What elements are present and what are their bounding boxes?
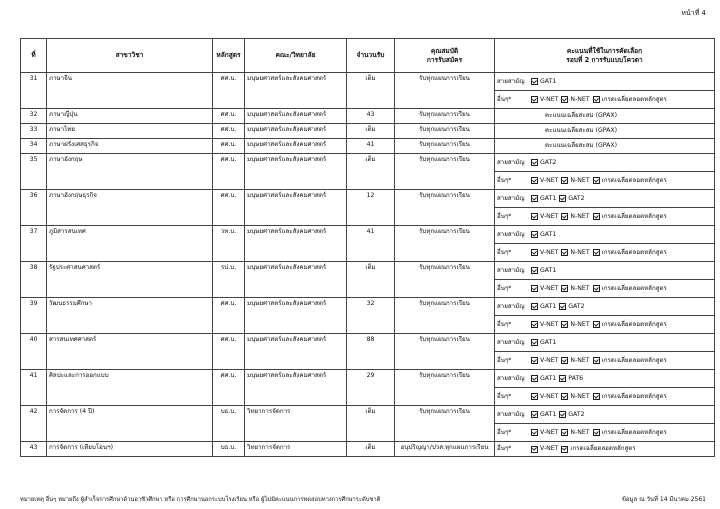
row-no: 33: [21, 124, 47, 139]
checked-box-icon: [531, 249, 538, 256]
row-degree: ศศ.บ.: [213, 334, 245, 370]
checked-box-icon: [593, 357, 600, 364]
criteria-label: สายสามัญ: [497, 303, 525, 310]
criteria-item-text: N-NET: [570, 429, 590, 436]
row-program: ศิลปะและการออกแบบ: [47, 370, 213, 406]
row-faculty: มนุษยศาสตร์และสังคมศาสตร์: [245, 154, 347, 190]
criteria-item: [561, 208, 589, 225]
checked-box-icon: [559, 195, 566, 202]
checked-box-icon: [593, 249, 600, 256]
criteria-item-text: V-NET: [540, 445, 559, 452]
checked-box-icon: [561, 446, 568, 453]
criteria-item: [593, 172, 667, 189]
criteria-item: [559, 298, 584, 315]
footer-note: หมายเหตุ อื่นๆ หมายถึง ผู้สำเร็จการศึกษาด้านอาชีวศึกษา หรือ การศึกษานอกระบบโรงเรียน หรือ ผู้ไม่มีคะแนนการทดสอบทางการศึกษาระดับชาติ: [20, 497, 381, 503]
criteria-item: [531, 280, 558, 297]
checked-box-icon: [561, 177, 568, 184]
row-qualification: รับทุกแผนการเรียน: [395, 298, 495, 334]
criteria-line: [495, 442, 714, 456]
criteria-item-text: GAT1: [540, 303, 557, 310]
criteria-item-text: V-NET: [540, 96, 559, 103]
checked-box-icon: [593, 177, 600, 184]
criteria-item-text: GAT1: [540, 339, 557, 346]
criteria-item-text: GAT1: [540, 231, 557, 238]
criteria-line: [495, 139, 714, 153]
criteria-line: [495, 298, 714, 315]
row-no: 36: [21, 190, 47, 226]
criteria-item-text: PAT6: [568, 375, 584, 382]
checked-box-icon: [531, 321, 538, 328]
criteria-line: [495, 154, 714, 171]
criteria-item-text: V-NET: [540, 213, 559, 220]
criteria-line: [495, 90, 714, 108]
checked-box-icon: [531, 159, 538, 166]
criteria-item-text: N-NET: [570, 96, 590, 103]
criteria-item: [531, 298, 556, 315]
criteria-item: [593, 424, 667, 441]
criteria-item: [561, 388, 589, 405]
criteria-item-text: เกรดเฉลี่ยตลอดหลักสูตร: [601, 429, 667, 436]
criteria-item-text: เกรดเฉลี่ยตลอดหลักสูตร: [570, 445, 636, 452]
row-criteria: [495, 262, 715, 298]
table-row: [21, 298, 715, 334]
row-quota: 41: [347, 139, 395, 154]
row-program: ภาษาอังกฤษธุรกิจ: [47, 190, 213, 226]
criteria-label: สายสามัญ: [497, 231, 525, 238]
criteria-item-text: V-NET: [540, 429, 559, 436]
checked-box-icon: [531, 446, 538, 453]
footer-date: ข้อมูล ณ วันที่ 14 มีนาคม 2561: [621, 496, 706, 503]
row-criteria: [495, 406, 715, 442]
row-qualification: รับทุกแผนการเรียน: [395, 406, 495, 442]
criteria-line: [495, 109, 714, 123]
criteria-item: [531, 190, 556, 207]
row-quota: 43: [347, 109, 395, 124]
checked-box-icon: [593, 321, 600, 328]
row-degree: รป.บ.: [213, 262, 245, 298]
criteria-item: [531, 370, 556, 387]
header-qualification: [395, 39, 495, 73]
checked-box-icon: [531, 78, 538, 85]
row-degree: ศศ.บ.: [213, 124, 245, 139]
criteria-label: อื่นๆ*: [497, 285, 512, 292]
row-quota: 29: [347, 370, 395, 406]
table-row: [21, 442, 715, 457]
row-faculty: มนุษยศาสตร์และสังคมศาสตร์: [245, 262, 347, 298]
checked-box-icon: [531, 303, 538, 310]
criteria-item-text: V-NET: [540, 321, 559, 328]
table-row: [21, 190, 715, 226]
criteria-label: อื่นๆ*: [497, 177, 512, 184]
criteria-item-text: N-NET: [570, 177, 590, 184]
header-qualification-line2: การรับสมัคร: [426, 55, 463, 64]
criteria-label: อื่นๆ*: [497, 96, 512, 103]
header-criteria-line1: คะแนนที่ใช้ในการคัดเลือก: [566, 46, 643, 55]
row-degree: บธ.บ.: [213, 406, 245, 442]
checked-box-icon: [531, 195, 538, 202]
criteria-item-text: V-NET: [540, 249, 559, 256]
row-faculty: มนุษยศาสตร์และสังคมศาสตร์: [245, 109, 347, 124]
table-row: [21, 406, 715, 442]
criteria-item-text: GAT2: [568, 303, 585, 310]
row-qualification: รับทุกแผนการเรียน: [395, 73, 495, 109]
criteria-item: [561, 316, 589, 333]
criteria-item-text: V-NET: [540, 357, 559, 364]
criteria-item-text: N-NET: [570, 285, 590, 292]
row-no: 40: [21, 334, 47, 370]
row-program: ภูมิสารสนเทศ: [47, 226, 213, 262]
row-qualification: รับทุกแผนการเรียน: [395, 124, 495, 139]
row-criteria: [495, 109, 715, 124]
row-program: ภาษาญี่ปุ่น: [47, 109, 213, 124]
criteria-item-text: GAT2: [568, 195, 585, 202]
criteria-item-text: เกรดเฉลี่ยตลอดหลักสูตร: [601, 285, 667, 292]
row-program: ภาษาจีน: [47, 73, 213, 109]
criteria-item-text: N-NET: [570, 321, 590, 328]
row-qualification: รับทุกแผนการเรียน: [395, 139, 495, 154]
criteria-line: [495, 423, 714, 441]
row-no: 43: [21, 442, 47, 457]
criteria-line: [495, 190, 714, 207]
criteria-item: [531, 406, 556, 423]
checked-box-icon: [561, 393, 568, 400]
criteria-label: สายสามัญ: [497, 159, 525, 166]
criteria-item: [593, 388, 667, 405]
criteria-item: [531, 352, 558, 369]
checked-box-icon: [531, 285, 538, 292]
criteria-label: อื่นๆ*: [497, 445, 512, 452]
criteria-item-text: N-NET: [570, 357, 590, 364]
criteria-label: สายสามัญ: [497, 339, 525, 346]
checked-box-icon: [593, 285, 600, 292]
row-qualification: รับทุกแผนการเรียน: [395, 334, 495, 370]
criteria-label: สายสามัญ: [497, 411, 525, 418]
checked-box-icon: [561, 285, 568, 292]
criteria-item-text: เกรดเฉลี่ยตลอดหลักสูตร: [601, 96, 667, 103]
row-faculty: มนุษยศาสตร์และสังคมศาสตร์: [245, 370, 347, 406]
row-faculty: มนุษยศาสตร์และสังคมศาสตร์: [245, 334, 347, 370]
criteria-label: อื่นๆ*: [497, 357, 512, 364]
row-program: สารสนเทศศาสตร์: [47, 334, 213, 370]
checked-box-icon: [531, 411, 538, 418]
row-faculty: วิทยาการจัดการ: [245, 442, 347, 457]
checked-box-icon: [593, 393, 600, 400]
checked-box-icon: [561, 321, 568, 328]
checked-box-icon: [561, 96, 568, 103]
criteria-label: สายสามัญ: [497, 267, 525, 274]
criteria-item: [561, 91, 589, 108]
table-row: [21, 73, 715, 109]
table-header-row: [21, 39, 715, 73]
row-program: ภาษาฝรั่งเศสธุรกิจ: [47, 139, 213, 154]
row-degree: ศศ.บ.: [213, 370, 245, 406]
row-degree: วท.บ.: [213, 226, 245, 262]
checked-box-icon: [559, 303, 566, 310]
criteria-item: [531, 424, 558, 441]
row-criteria: [495, 334, 715, 370]
table-row: [21, 154, 715, 190]
row-qualification: รับทุกแผนการเรียน: [395, 154, 495, 190]
checked-box-icon: [531, 429, 538, 436]
header-faculty: คณะ/วิทยาลัย: [245, 39, 347, 73]
table-row: [21, 334, 715, 370]
row-criteria: [495, 370, 715, 406]
header-quota: จำนวนรับ: [347, 39, 395, 73]
checked-box-icon: [561, 213, 568, 220]
criteria-label: อื่นๆ*: [497, 213, 512, 220]
row-faculty: มนุษยศาสตร์และสังคมศาสตร์: [245, 124, 347, 139]
criteria-line: [495, 171, 714, 189]
criteria-line: [495, 387, 714, 405]
row-no: 39: [21, 298, 47, 334]
table-row: [21, 109, 715, 124]
row-program: วัฒนธรรมศึกษา: [47, 298, 213, 334]
criteria-item: [593, 208, 667, 225]
checked-box-icon: [561, 429, 568, 436]
checked-box-icon: [559, 411, 566, 418]
row-faculty: มนุษยศาสตร์และสังคมศาสตร์: [245, 139, 347, 154]
checked-box-icon: [531, 375, 538, 382]
row-criteria: [495, 226, 715, 262]
row-quota: เต็ม: [347, 262, 395, 298]
row-quota: 41: [347, 226, 395, 262]
table-row: [21, 370, 715, 406]
row-qualification: อนุปริญญา/ปวส.ทุกแผนการเรียน: [395, 442, 495, 457]
criteria-label: อื่นๆ*: [497, 429, 512, 436]
criteria-item-text: N-NET: [570, 213, 590, 220]
criteria-item-text: V-NET: [540, 177, 559, 184]
criteria-item-text: เกรดเฉลี่ยตลอดหลักสูตร: [601, 393, 667, 400]
row-quota: เต็ม: [347, 442, 395, 457]
checked-box-icon: [561, 357, 568, 364]
criteria-item: [561, 280, 589, 297]
criteria-item-text: เกรดเฉลี่ยตลอดหลักสูตร: [601, 249, 667, 256]
checked-box-icon: [561, 249, 568, 256]
row-degree: ศศ.บ.: [213, 73, 245, 109]
table-row: [21, 139, 715, 154]
checked-box-icon: [593, 429, 600, 436]
criteria-item-text: เกรดเฉลี่ยตลอดหลักสูตร: [601, 321, 667, 328]
row-criteria: [495, 298, 715, 334]
row-criteria: [495, 154, 715, 190]
row-quota: เต็ม: [347, 406, 395, 442]
criteria-item: [531, 91, 558, 108]
criteria-item: [561, 424, 589, 441]
row-no: 42: [21, 406, 47, 442]
gpax-text: คะแนนเฉลี่ยสะสม (GPAX): [545, 142, 618, 149]
row-quota: 32: [347, 298, 395, 334]
row-no: 32: [21, 109, 47, 124]
criteria-item-text: เกรดเฉลี่ยตลอดหลักสูตร: [601, 177, 667, 184]
row-quota: เต็ม: [347, 73, 395, 109]
row-faculty: มนุษยศาสตร์และสังคมศาสตร์: [245, 73, 347, 109]
checked-box-icon: [531, 393, 538, 400]
criteria-item: [593, 244, 667, 261]
row-program: ภาษาอังกฤษ: [47, 154, 213, 190]
criteria-item-text: N-NET: [570, 249, 590, 256]
criteria-item: [531, 244, 558, 261]
criteria-item: [531, 262, 556, 279]
criteria-label: อื่นๆ*: [497, 393, 512, 400]
criteria-item: [559, 406, 584, 423]
table-row: [21, 124, 715, 139]
criteria-item-text: GAT1: [540, 375, 557, 382]
page-number: หน้าที่ 4: [681, 9, 706, 17]
criteria-item-text: N-NET: [570, 393, 590, 400]
gpax-text: คะแนนเฉลี่ยสะสม (GPAX): [545, 112, 618, 119]
criteria-item: [531, 73, 556, 90]
row-qualification: รับทุกแผนการเรียน: [395, 226, 495, 262]
row-program: รัฐประศาสนศาสตร์: [47, 262, 213, 298]
row-quota: 88: [347, 334, 395, 370]
row-no: 34: [21, 139, 47, 154]
row-criteria: [495, 124, 715, 139]
criteria-item: [561, 172, 589, 189]
criteria-line: [495, 370, 714, 387]
criteria-item: [559, 190, 584, 207]
checked-box-icon: [559, 375, 566, 382]
row-qualification: รับทุกแผนการเรียน: [395, 109, 495, 124]
checked-box-icon: [531, 213, 538, 220]
row-no: 41: [21, 370, 47, 406]
criteria-label: สายสามัญ: [497, 195, 525, 202]
criteria-item-text: GAT1: [540, 411, 557, 418]
row-criteria: [495, 442, 715, 457]
criteria-item: [593, 280, 667, 297]
criteria-item: [531, 334, 556, 351]
criteria-item: [531, 388, 558, 405]
criteria-item-text: เกรดเฉลี่ยตลอดหลักสูตร: [601, 213, 667, 220]
row-criteria: [495, 73, 715, 109]
header-qualification-line1: คุณสมบัติ: [430, 46, 459, 55]
header-criteria-line2: รอบที่ 2 การรับแบบโควตา: [566, 55, 643, 64]
header-program: สาขาวิชา: [47, 39, 213, 73]
row-degree: ศศ.บ.: [213, 154, 245, 190]
criteria-item-text: เกรดเฉลี่ยตลอดหลักสูตร: [601, 357, 667, 364]
row-faculty: มนุษยศาสตร์และสังคมศาสตร์: [245, 226, 347, 262]
row-faculty: มนุษยศาสตร์และสังคมศาสตร์: [245, 190, 347, 226]
row-faculty: มนุษยศาสตร์และสังคมศาสตร์: [245, 298, 347, 334]
row-degree: บธ.บ.: [213, 442, 245, 457]
criteria-item: [531, 172, 558, 189]
criteria-line: [495, 207, 714, 225]
checked-box-icon: [531, 267, 538, 274]
checked-box-icon: [531, 357, 538, 364]
table-row: [21, 262, 715, 298]
row-quota: 12: [347, 190, 395, 226]
table-body: [21, 73, 715, 457]
table-row: [21, 226, 715, 262]
criteria-item: [561, 442, 635, 456]
admission-table: [20, 38, 715, 457]
row-no: 38: [21, 262, 47, 298]
row-qualification: รับทุกแผนการเรียน: [395, 370, 495, 406]
row-no: 35: [21, 154, 47, 190]
row-qualification: รับทุกแผนการเรียน: [395, 190, 495, 226]
criteria-line: [495, 73, 714, 90]
criteria-line: [495, 124, 714, 138]
criteria-line: [495, 351, 714, 369]
criteria-item: [593, 316, 667, 333]
criteria-line: [495, 315, 714, 333]
checked-box-icon: [593, 213, 600, 220]
criteria-item: [561, 352, 589, 369]
criteria-label: สายสามัญ: [497, 78, 525, 85]
criteria-item-text: GAT2: [540, 159, 557, 166]
row-criteria: [495, 139, 715, 154]
criteria-item-text: GAT1: [540, 267, 557, 274]
criteria-line: [495, 406, 714, 423]
row-degree: ศศ.บ.: [213, 298, 245, 334]
criteria-item-text: V-NET: [540, 393, 559, 400]
criteria-item-text: GAT1: [540, 78, 557, 85]
row-quota: เต็ม: [347, 124, 395, 139]
criteria-item: [531, 442, 558, 456]
checked-box-icon: [531, 96, 538, 103]
criteria-label: อื่นๆ*: [497, 321, 512, 328]
checked-box-icon: [531, 177, 538, 184]
criteria-line: [495, 279, 714, 297]
row-program: ภาษาไทย: [47, 124, 213, 139]
row-program: การจัดการ (4 ปี): [47, 406, 213, 442]
row-no: 37: [21, 226, 47, 262]
criteria-item-text: GAT1: [540, 195, 557, 202]
row-faculty: วิทยาการจัดการ: [245, 406, 347, 442]
criteria-item: [559, 370, 583, 387]
row-degree: ศศ.บ.: [213, 109, 245, 124]
row-no: 31: [21, 73, 47, 109]
row-criteria: [495, 190, 715, 226]
criteria-item-text: V-NET: [540, 285, 559, 292]
row-degree: ศศ.บ.: [213, 139, 245, 154]
criteria-line: [495, 243, 714, 261]
gpax-text: คะแนนเฉลี่ยสะสม (GPAX): [545, 127, 618, 134]
row-qualification: รับทุกแผนการเรียน: [395, 262, 495, 298]
row-degree: ศศ.บ.: [213, 190, 245, 226]
criteria-item: [531, 226, 556, 243]
criteria-item-text: GAT2: [568, 411, 585, 418]
header-no: ที่: [21, 39, 47, 73]
criteria-item: [593, 91, 667, 108]
criteria-label: สายสามัญ: [497, 375, 525, 382]
criteria-item: [531, 208, 558, 225]
header-criteria: [495, 39, 715, 73]
row-quota: เต็ม: [347, 154, 395, 190]
criteria-item: [531, 316, 558, 333]
criteria-line: [495, 226, 714, 243]
checked-box-icon: [531, 339, 538, 346]
checked-box-icon: [531, 231, 538, 238]
row-program: การจัดการ (เทียบโอนฯ): [47, 442, 213, 457]
criteria-item: [561, 244, 589, 261]
criteria-line: [495, 262, 714, 279]
criteria-item: [593, 352, 667, 369]
checked-box-icon: [593, 96, 600, 103]
header-degree: หลักสูตร: [213, 39, 245, 73]
criteria-item: [531, 154, 556, 171]
criteria-line: [495, 334, 714, 351]
criteria-label: อื่นๆ*: [497, 249, 512, 256]
